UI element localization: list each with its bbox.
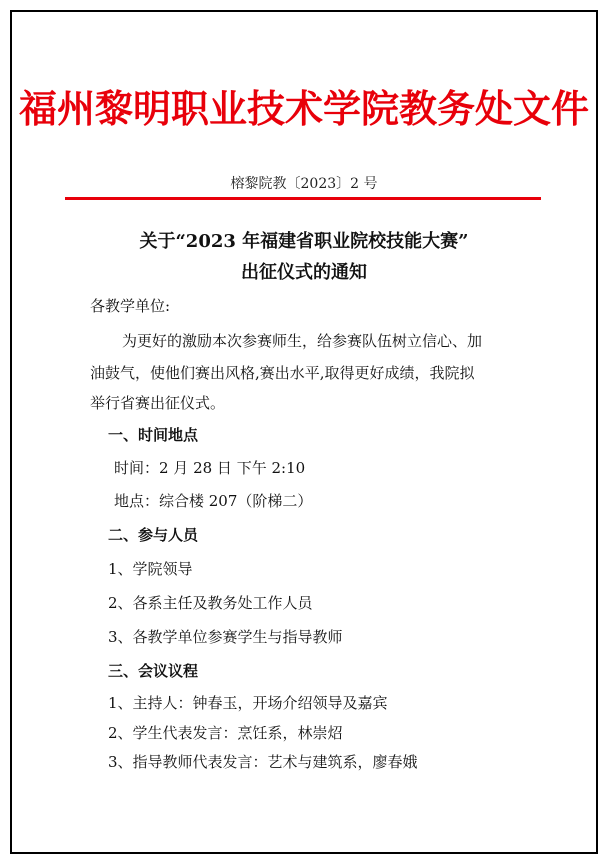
section-item-place: 地点：综合楼 207（阶梯二） xyxy=(114,492,313,510)
intro-paragraph-line-2: 油鼓气，使他们赛出风格,赛出水平,取得更好成绩，我院拟 xyxy=(90,364,475,382)
notice-title-line-1: 关于“2023 年福建省职业院校技能大赛” xyxy=(139,231,469,252)
section-heading-agenda: 三、会议议程 xyxy=(108,662,199,680)
participant-item: 3、各教学单位参赛学生与指导教师 xyxy=(108,628,343,646)
document-number: 榕黎院教〔2023〕2 号 xyxy=(230,176,378,192)
participant-item: 2、各系主任及教务处工作人员 xyxy=(108,594,313,612)
section-heading-participants: 二、参与人员 xyxy=(108,526,199,544)
notice-title-line-2: 出征仪式的通知 xyxy=(241,262,367,283)
agenda-item: 3、指导教师代表发言：艺术与建筑系，廖春娥 xyxy=(108,753,418,771)
salutation: 各教学单位: xyxy=(90,297,171,315)
intro-paragraph-line-1: 为更好的激励本次参赛师生，给参赛队伍树立信心、加 xyxy=(122,332,483,350)
participant-item: 1、学院领导 xyxy=(108,560,193,578)
document-header-title: 福州黎明职业技术学院教务处文件 xyxy=(18,87,589,131)
agenda-item: 2、学生代表发言：烹饪系，林崇炤 xyxy=(108,724,343,742)
section-item-time: 时间：2 月 28 日 下午 2:10 xyxy=(114,459,306,477)
agenda-item: 1、主持人：钟春玉，开场介绍领导及嘉宾 xyxy=(108,694,388,712)
header-divider xyxy=(65,197,541,200)
section-heading-time-place: 一、时间地点 xyxy=(108,426,199,444)
intro-paragraph-line-3: 举行省赛出征仪式。 xyxy=(90,394,226,412)
